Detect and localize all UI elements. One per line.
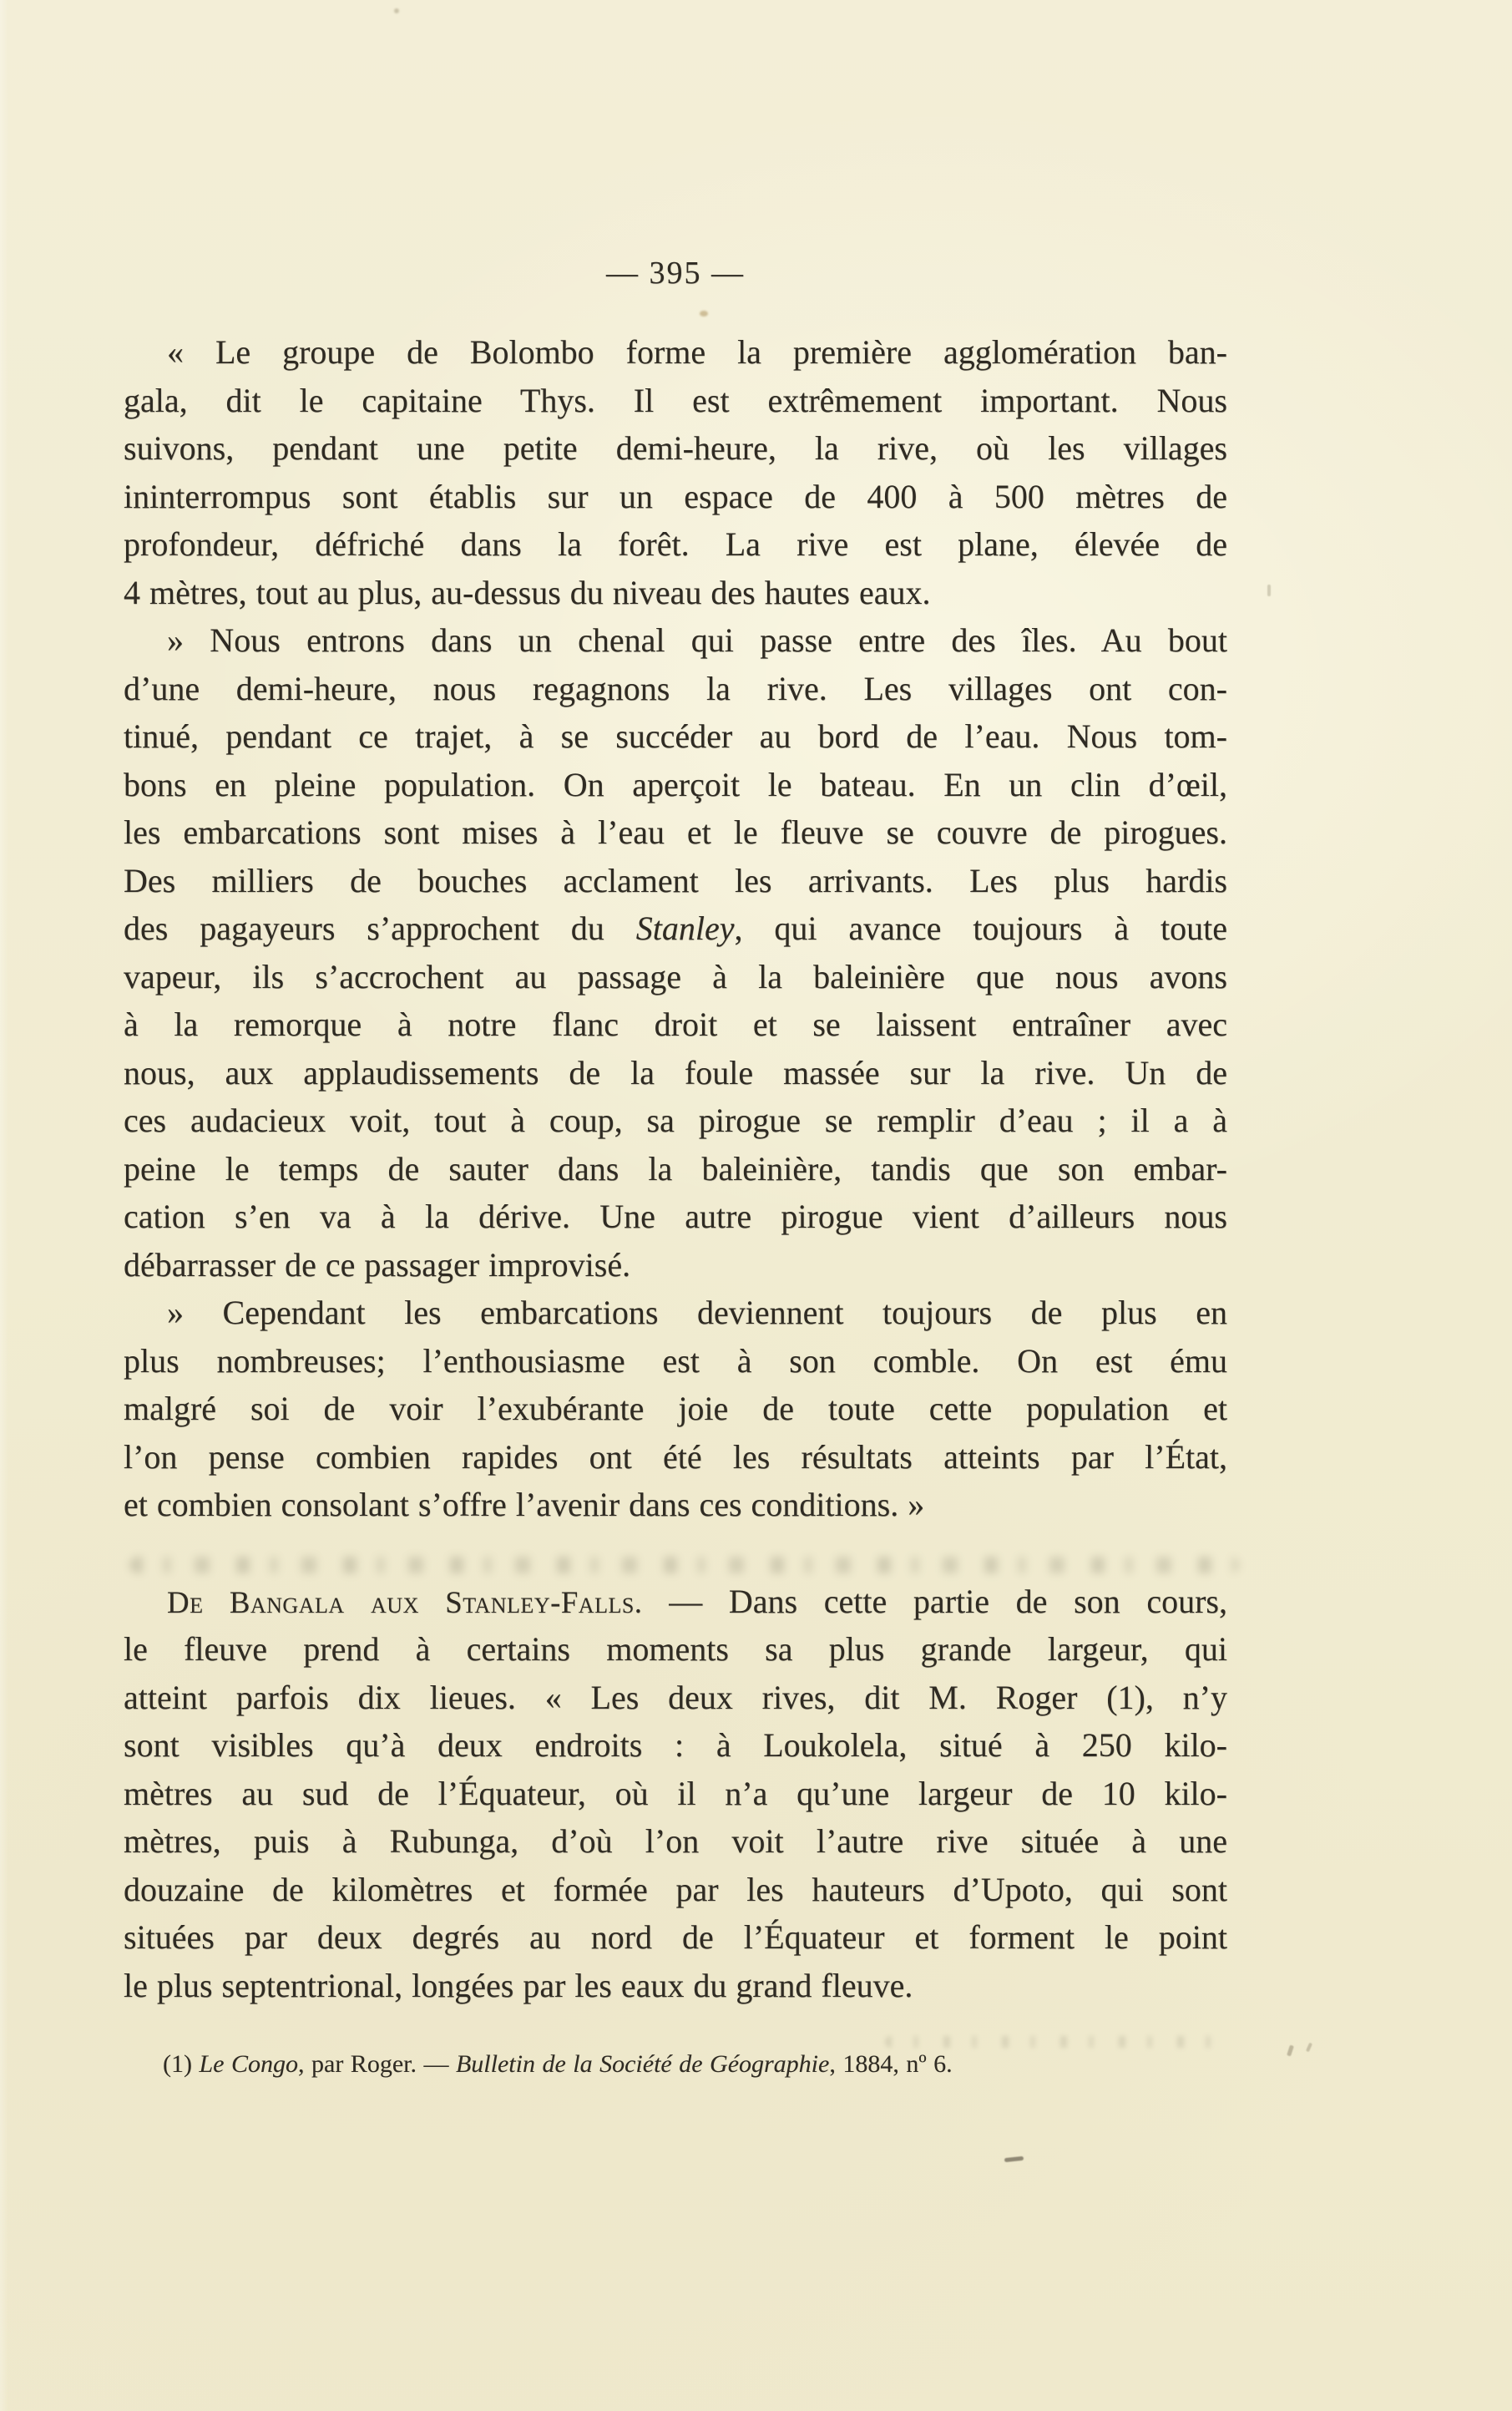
text-line	[124, 1193, 1227, 1241]
text-segment: ininterrompus sont établis sur un espace de 400 à 500 mètres de	[124, 477, 1227, 515]
text-line	[124, 1481, 1227, 1529]
text-line	[124, 1625, 1227, 1674]
text-line	[124, 328, 1227, 377]
text-line	[124, 2048, 1227, 2081]
text-line	[124, 808, 1227, 857]
text-segment: » Nous entrons dans un chenal qui passe entre des îles. Au bout	[167, 621, 1227, 659]
text-line	[124, 1097, 1227, 1145]
ink-tick-artifact	[1287, 2045, 1294, 2057]
text-line	[124, 904, 1227, 953]
text-segment: profondeur, défriché dans la forêt. La rive est plane, élevée de	[124, 525, 1227, 563]
text-segment: ces audacieux voit, tout à coup, sa pirogue se remplir d’eau ; il a à	[124, 1102, 1227, 1139]
text-line	[124, 761, 1227, 809]
text-segment: situées par deux degrés au nord de l’Équateur et forment le point	[124, 1918, 1227, 1956]
text-segment: douzaine de kilomètres et formée par les hauteurs d’Upoto, qui sont	[124, 1870, 1227, 1908]
text-segment: atteint parfois dix lieues. « Les deux rives, dit M. Roger (1), n’y	[124, 1678, 1227, 1716]
text-line	[124, 712, 1227, 761]
paragraph-quote-3	[124, 1289, 1227, 1529]
text-line	[124, 665, 1227, 713]
text-line	[124, 1721, 1227, 1770]
text-segment: mètres au sud de l’Équateur, où il n’a qu’une largeur de 10 kilo-	[124, 1774, 1227, 1812]
text-block	[124, 328, 1227, 2009]
text-segment: , 1884, nº 6.	[829, 2050, 953, 2078]
text-segment: gala, dit le capitaine Thys. Il est extrêmement important. Nous	[124, 381, 1227, 419]
paragraph-quote-1	[124, 328, 1227, 616]
text-segment: — Dans cette partie de son cours,	[642, 1582, 1227, 1620]
page-showthrough-artifact-small	[885, 2036, 1236, 2048]
italic-segment: Le Congo	[199, 2050, 298, 2078]
small-caps-segment: De Bangala aux Stanley-Falls.	[167, 1584, 643, 1619]
text-segment: le fleuve prend à certains moments sa plus grande largeur, qui	[124, 1630, 1227, 1668]
text-segment: tinué, pendant ce trajet, à se succéder au bord de l’eau. Nous tom-	[124, 717, 1227, 755]
text-line	[124, 1289, 1227, 1337]
ink-tick-artifact	[1306, 2043, 1312, 2053]
text-segment: » Cependant les embarcations deviennent toujours de plus en	[167, 1294, 1227, 1331]
text-segment: peine le temps de sauter dans la baleinière, tandis que son embar-	[124, 1149, 1227, 1188]
italic-segment: Bulletin de la Société de Géographie	[455, 2050, 830, 2078]
text-segment: d’une demi-heure, nous regagnons la rive. Les villages ont con-	[124, 669, 1227, 707]
text-segment: à la remorque à notre flanc droit et se laissent entraîner avec	[124, 1005, 1227, 1043]
text-line	[124, 1866, 1227, 1914]
text-line	[124, 424, 1227, 473]
text-line	[124, 569, 1227, 617]
footnote	[124, 2048, 1227, 2081]
text-line	[124, 953, 1227, 1001]
text-line	[124, 1817, 1227, 1866]
ink-dash-artifact	[1004, 2156, 1024, 2162]
text-segment: l’on pense combien rapides ont été les résultats atteints par l’État,	[124, 1437, 1227, 1476]
page-number: — 395 —	[606, 256, 745, 291]
text-line	[124, 1674, 1227, 1722]
text-segment: Des milliers de bouches acclament les arrivants. Les plus hardis	[124, 861, 1227, 899]
text-line	[124, 1770, 1227, 1818]
text-segment: mètres, puis à Rubunga, d’où l’on voit l’autre rive située à une	[124, 1822, 1227, 1860]
paper-speck	[394, 8, 399, 13]
text-line	[124, 1385, 1227, 1433]
text-segment: , par Roger. —	[298, 2050, 456, 2078]
text-line	[124, 1433, 1227, 1482]
text-segment: les embarcations sont mises à l’eau et le fleuve se couvre de pirogues.	[124, 813, 1227, 851]
text-line	[124, 1578, 1227, 1626]
text-line	[124, 473, 1227, 521]
text-segment: nous, aux applaudissements de la foule massée sur la rive. Un de	[124, 1053, 1227, 1092]
text-segment: , qui avance toujours à toute	[734, 909, 1227, 947]
text-segment: (1)	[163, 2050, 200, 2078]
text-line	[124, 1913, 1227, 1962]
text-segment: « Le groupe de Bolombo forme la première agglomération ban-	[167, 333, 1227, 371]
paragraph-section-bangala-stanley-falls	[124, 1578, 1227, 2010]
text-segment: bons en pleine population. On aperçoit le bateau. En un clin d’œil,	[124, 765, 1227, 803]
text-line	[124, 616, 1227, 665]
text-line	[124, 1337, 1227, 1385]
text-line	[124, 1049, 1227, 1097]
text-segment: et combien consolant s’offre l’avenir dans ces conditions. »	[124, 1486, 925, 1523]
text-line	[124, 1000, 1227, 1049]
text-line	[124, 857, 1227, 905]
text-segment: des pagayeurs s’approchent du	[124, 909, 636, 947]
text-segment: vapeur, ils s’accrochent au passage à la baleinière que nous avons	[124, 957, 1227, 995]
ink-tick-artifact	[1267, 585, 1271, 596]
italic-segment: Stanley	[635, 909, 735, 947]
text-segment: sont visibles qu’à deux endroits : à Loukolela, situé à 250 kilo-	[124, 1726, 1227, 1764]
text-line	[124, 520, 1227, 569]
text-line	[124, 1241, 1227, 1289]
text-line	[124, 1145, 1227, 1193]
paragraph-quote-2	[124, 616, 1227, 1289]
text-segment: débarrasser de ce passager improvisé.	[124, 1245, 631, 1284]
text-segment: cation s’en va à la dérive. Une autre pirogue vient d’ailleurs nous	[124, 1198, 1227, 1235]
text-segment: le plus septentrional, longées par les eaux du grand fleuve.	[124, 1966, 913, 2004]
text-segment: plus nombreuses; l’enthousiasme est à son comble. On est ému	[124, 1341, 1227, 1380]
paper-speck	[700, 311, 708, 317]
text-segment: malgré soi de voir l’exubérante joie de toute cette population et	[124, 1390, 1227, 1427]
text-line	[124, 377, 1227, 425]
text-segment: 4 mètres, tout au plus, au-dessus du niveau des hautes eaux.	[124, 573, 931, 611]
text-segment: suivons, pendant une petite demi-heure, la rive, où les villages	[124, 429, 1227, 467]
text-line	[124, 1962, 1227, 2010]
